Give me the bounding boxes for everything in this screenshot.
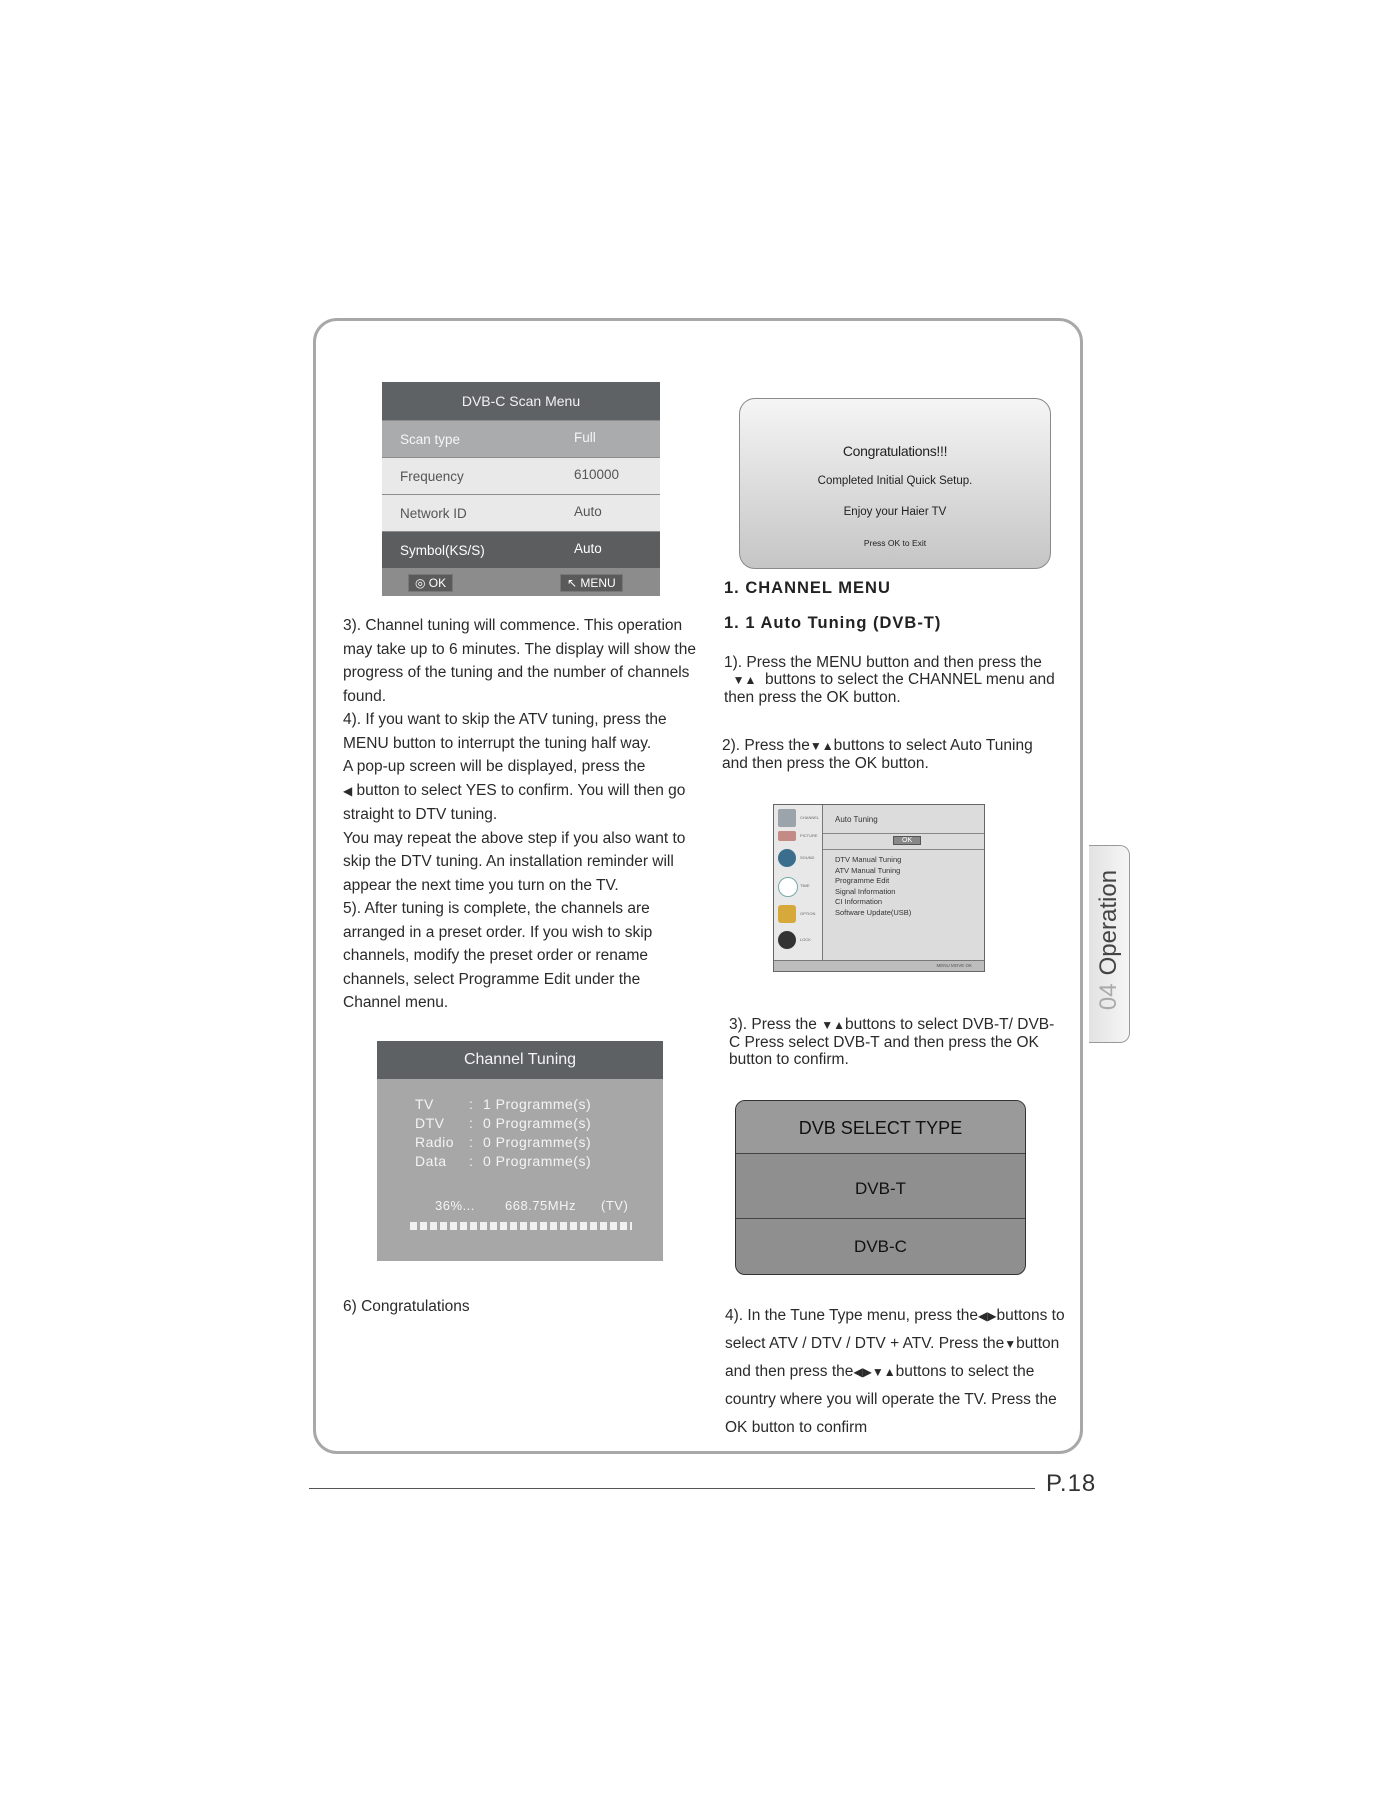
option-icon bbox=[778, 905, 796, 923]
menu-hint: ↖ MENU bbox=[560, 574, 623, 592]
step-3-text: 3). Channel tuning will commence. This operation may take up to 6 minutes. The display will show the progress of the tuning and the number of channels found. bbox=[343, 617, 696, 705]
network-id-label: Network ID bbox=[400, 506, 467, 521]
menu-main bbox=[823, 805, 984, 961]
dvbc-scan-menu bbox=[382, 382, 660, 594]
step-1-b: buttons to select the CHANNEL menu and then press the OK button. bbox=[724, 671, 1055, 706]
symbol-value: Auto bbox=[574, 541, 602, 556]
step-4-c: button and then press the bbox=[725, 1335, 1060, 1380]
step-4-popup-b: button to select YES to confirm. You will then go straight to DTV tuning. bbox=[343, 781, 686, 823]
tuning-row: Radio : 0 Programme(s) bbox=[415, 1134, 592, 1150]
scan-menu-footer bbox=[382, 568, 660, 596]
tuning-row-label: TV bbox=[415, 1096, 434, 1112]
step-4-text: 4). If you want to skip the ATV tuning, press the MENU button to interrupt the tuning half way. bbox=[343, 711, 667, 752]
step-2-b: buttons to select Auto Tuning and then press the OK button. bbox=[722, 737, 1033, 772]
tuning-row-value: 1 Programme(s) bbox=[483, 1096, 592, 1112]
side-tab-label: Operation bbox=[1095, 869, 1122, 976]
page-number: P.18 bbox=[1046, 1470, 1097, 1497]
picture-icon bbox=[778, 831, 796, 841]
tuning-percent: 36%... bbox=[435, 1198, 475, 1213]
congrats-title: Congratulations!!! bbox=[842, 443, 948, 459]
down-up-arrows-icon: ▼▲ bbox=[809, 739, 834, 753]
time-icon bbox=[778, 877, 798, 897]
network-id-value: Auto bbox=[574, 504, 602, 519]
tuning-row: TV : 1 Programme(s) bbox=[415, 1096, 592, 1112]
channel-icon bbox=[778, 809, 796, 827]
tuning-frequency: 668.75MHz bbox=[505, 1198, 576, 1213]
tuning-row-label: Radio bbox=[415, 1134, 455, 1150]
lock-icon bbox=[778, 931, 796, 949]
sidebar-label: OPTION bbox=[800, 911, 816, 916]
dvb-t-option: DVB-T bbox=[736, 1154, 1025, 1219]
dvb-c-option: DVB-C bbox=[854, 1237, 907, 1256]
menu-item: Software Update(USB) bbox=[835, 907, 912, 917]
sound-icon bbox=[778, 849, 796, 867]
sidebar-label: PICTURE bbox=[800, 833, 818, 838]
congratulations-popup bbox=[739, 398, 1051, 569]
step-2-text bbox=[722, 737, 1062, 772]
frequency-label: Frequency bbox=[400, 469, 464, 484]
step-4-repeat-text: You may repeat the above step if you also want to skip the DTV tuning. An installation reminder will appear the next time you turn on the TV. bbox=[343, 829, 686, 894]
step-4-right-text bbox=[725, 1302, 1080, 1442]
step-4-d: buttons to select the country where you will operate the TV. Press the OK button to confirm bbox=[725, 1363, 1057, 1436]
down-arrow-icon: ▼ bbox=[1004, 1337, 1017, 1351]
step-3-right-text bbox=[729, 1016, 1059, 1068]
channel-menu-items bbox=[835, 855, 911, 918]
tuning-counts bbox=[415, 1095, 615, 1171]
tuning-progress-text bbox=[435, 1198, 629, 1213]
channel-menu-screen bbox=[773, 804, 985, 972]
frequency-row bbox=[382, 458, 660, 494]
tuning-row-value: 0 Programme(s) bbox=[483, 1134, 592, 1150]
down-up-arrows-icon: ▼▲ bbox=[732, 673, 757, 687]
subsection-heading: 1. 1 Auto Tuning (DVB-T) bbox=[724, 614, 942, 632]
channel-tuning-panel bbox=[377, 1041, 663, 1261]
ok-hint: ◎ OK bbox=[408, 574, 453, 592]
menu-item: DTV Manual Tuning bbox=[835, 855, 902, 864]
scan-menu-title: DVB-C Scan Menu bbox=[382, 382, 660, 420]
section-side-tab bbox=[1089, 845, 1130, 1043]
step-1-a: 1). Press the MENU button and then press the bbox=[724, 654, 1042, 671]
tuning-mode: (TV) bbox=[601, 1198, 629, 1213]
tuning-row-value: 0 Programme(s) bbox=[483, 1153, 592, 1169]
scan-type-value: Full bbox=[574, 430, 596, 445]
symbol-row bbox=[382, 532, 660, 568]
congrats-exit-hint: Press OK to Exit bbox=[863, 538, 927, 548]
footer-rule bbox=[309, 1488, 1035, 1489]
sidebar-label: TIME bbox=[800, 883, 810, 888]
tuning-row: DTV : 0 Programme(s) bbox=[415, 1115, 592, 1131]
sidebar-label: CHANNEL bbox=[800, 815, 820, 820]
step-4-b: buttons to select ATV / DTV / DTV + ATV. Press the bbox=[725, 1307, 1065, 1352]
symbol-label: Symbol(KS/S) bbox=[400, 543, 485, 558]
auto-tuning-ok: OK bbox=[893, 836, 921, 845]
menu-item: Programme Edit bbox=[835, 876, 890, 885]
scan-type-row bbox=[382, 421, 660, 457]
tuning-row-label: DTV bbox=[415, 1115, 445, 1131]
tuning-row-label: Data bbox=[415, 1153, 447, 1169]
section-heading: 1. CHANNEL MENU bbox=[724, 579, 891, 597]
menu-item: CI Information bbox=[835, 897, 883, 906]
dvb-select-type-menu bbox=[735, 1100, 1026, 1275]
step-4-popup-a: A pop-up screen will be displayed, press the bbox=[343, 758, 646, 775]
step-1-text bbox=[724, 654, 1064, 706]
step-3-b: buttons to select DVB-T/ DVB-C Press select DVB-T and then press the OK button to confirm. bbox=[729, 1016, 1055, 1068]
step-3-a: 3). Press the bbox=[729, 1016, 817, 1033]
sidebar-label: SOUND bbox=[800, 855, 815, 860]
tuning-row-value: 0 Programme(s) bbox=[483, 1115, 592, 1131]
scan-type-label: Scan type bbox=[400, 432, 461, 447]
frequency-value: 610000 bbox=[574, 467, 620, 482]
tuning-progress-bar bbox=[410, 1222, 632, 1230]
divider bbox=[823, 849, 984, 850]
auto-tuning-item: Auto Tuning bbox=[835, 815, 878, 824]
network-id-row bbox=[382, 495, 660, 531]
congrats-setup-text: Completed Initial Quick Setup. bbox=[817, 475, 973, 487]
step-2-a: 2). Press the bbox=[722, 737, 810, 754]
down-up-arrows-icon: ▼▲ bbox=[821, 1018, 845, 1032]
four-arrows-icon: ◀▶▼▲ bbox=[853, 1365, 896, 1379]
tuning-row: Data : 0 Programme(s) bbox=[415, 1153, 592, 1169]
menu-sidebar bbox=[774, 805, 823, 961]
step-4-a: 4). In the Tune Type menu, press the bbox=[725, 1307, 979, 1324]
side-tab-number: 04 bbox=[1095, 983, 1122, 1011]
dvb-select-title: DVB SELECT TYPE bbox=[736, 1101, 1025, 1154]
left-arrow-icon: ◀ bbox=[343, 783, 353, 798]
left-instructions bbox=[343, 614, 699, 1015]
menu-item: Signal Information bbox=[835, 886, 896, 896]
menu-item: ATV Manual Tuning bbox=[835, 865, 901, 875]
side-tab-text bbox=[1095, 858, 1123, 1022]
step-5-text: 5). After tuning is complete, the channels are arranged in a preset order. If you wish to skip channels, modify the preset order or rename channels, select Programme Edit under the Channel menu. bbox=[343, 900, 653, 1011]
step-4-popup-text bbox=[343, 755, 699, 827]
menu-bottom-bar: MENU MOVE OK bbox=[774, 960, 984, 971]
step-6-text: 6) Congratulations bbox=[343, 1298, 470, 1315]
congrats-enjoy-text: Enjoy your Haier TV bbox=[843, 506, 947, 518]
sidebar-label: LOCK bbox=[800, 937, 811, 942]
channel-tuning-title: Channel Tuning bbox=[377, 1041, 663, 1079]
divider bbox=[823, 833, 984, 834]
left-right-arrows-icon: ◀▶ bbox=[978, 1309, 997, 1323]
